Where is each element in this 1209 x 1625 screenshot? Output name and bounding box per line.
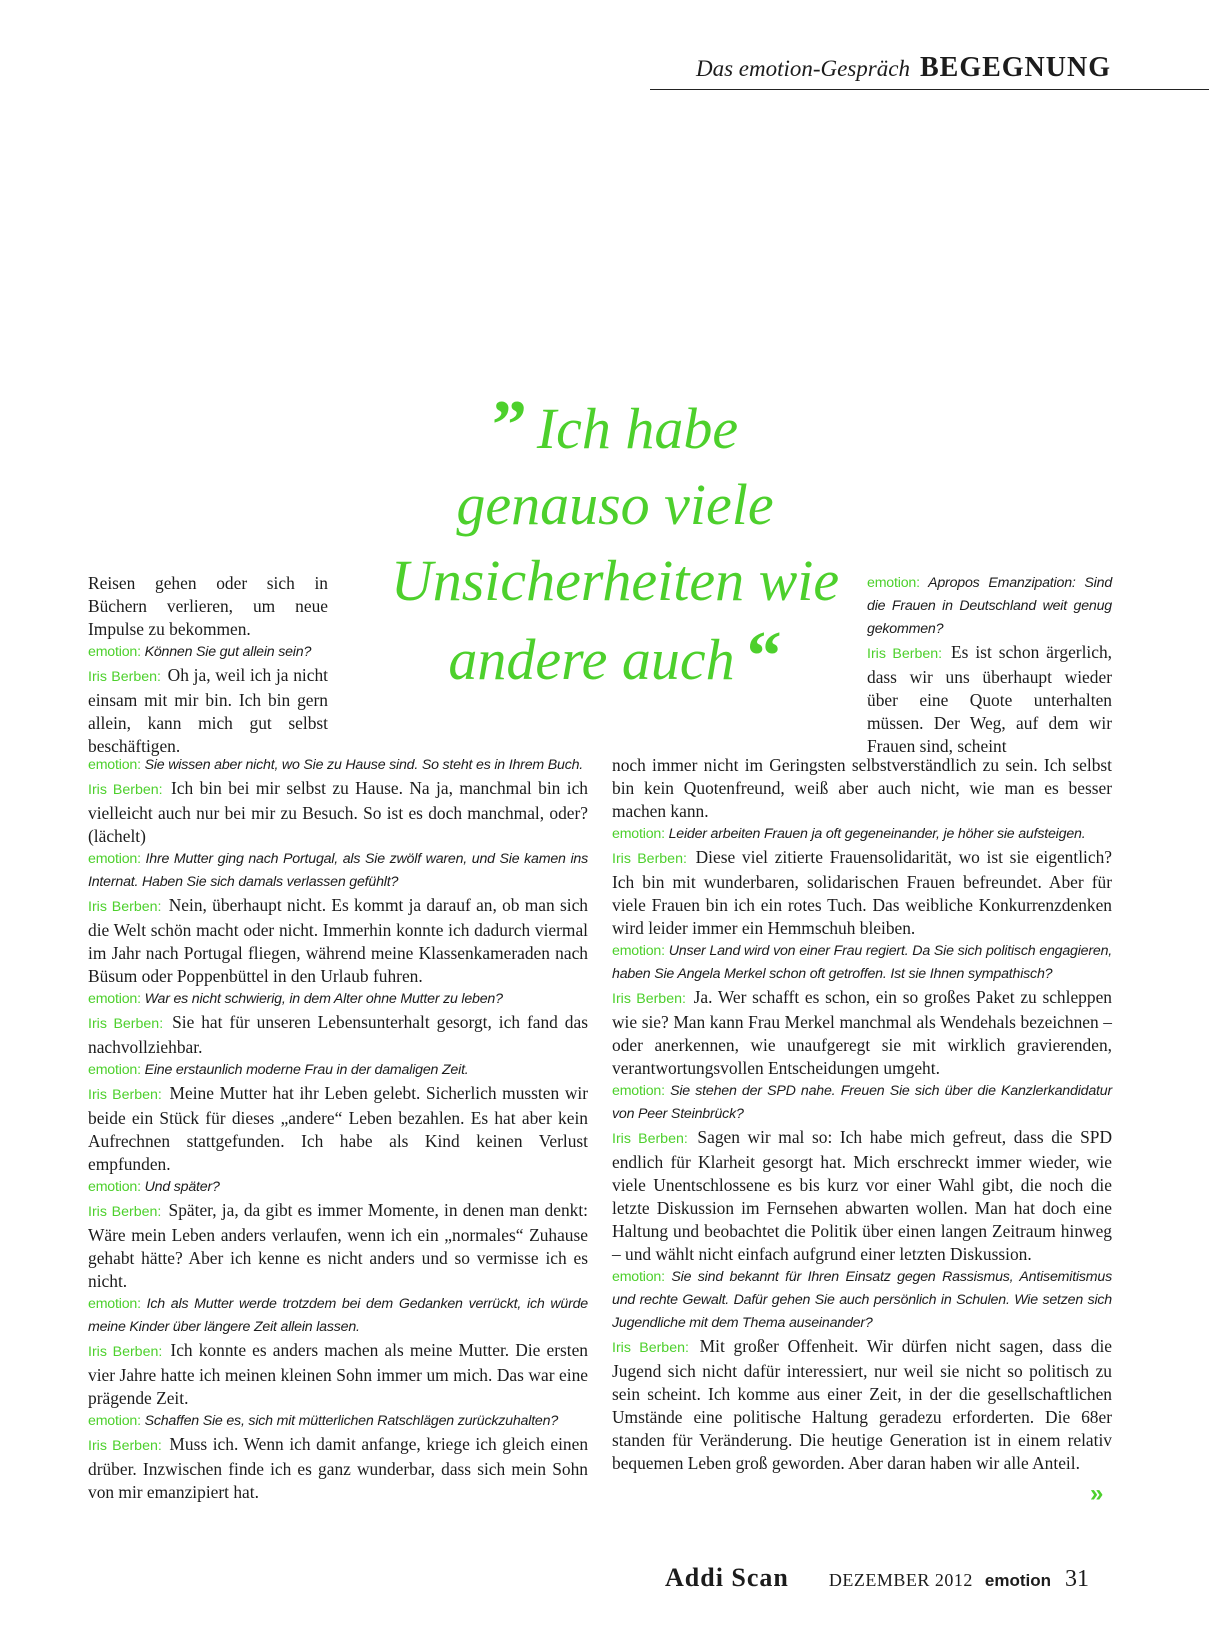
interview-answer <box>612 986 1112 1080</box>
speaker-label: emotion: <box>88 851 141 867</box>
interview-question <box>88 988 588 1011</box>
pull-quote-line: genauso viele <box>456 472 774 537</box>
opening-quote-mark: ” <box>491 387 527 464</box>
speaker-label: emotion: <box>867 575 920 591</box>
question-text: War es nicht schwierig, in dem Alter ohne Mutter zu leben? <box>144 991 503 1007</box>
scan-credit: Addi Scan <box>665 1563 789 1592</box>
interview-answer <box>612 846 1112 940</box>
question-text: Unser Land wird von einer Frau regiert. Da Sie sich politisch engagieren, haben Sie Angela Merkel schon oft getroffen. Ist sie Ihnen sympathisch? <box>612 943 1113 982</box>
speaker-label: Iris Berben: <box>612 1131 688 1147</box>
question-text: Und später? <box>144 1179 220 1195</box>
interview-question <box>88 1293 588 1339</box>
answer-text: Mit großer Offenheit. Wir dürfen nicht sagen, dass die Jugend sich nicht dafür interessiert, nur weil sie nicht so politisch zu sein scheint. Ich komme aus einer Zeit, in der die gesellschaftlichen Umstände eine politische Haltung geradezu erforderten. Die 68er standen für Veränderung. Die heutige Generation ist in einem relativ bequemen Leben groß geworden. Aber daran haben wir alle Anteil. <box>612 1336 1112 1473</box>
answer-text: Oh ja, weil ich ja nicht einsam mit mir bin. Ich bin gern allein, kann mich gut selbst beschäftigen. <box>88 665 328 756</box>
pull-quote-line: ” Ich habe <box>491 387 739 464</box>
interview-question <box>867 572 1112 641</box>
right-column <box>612 754 1112 1475</box>
magazine-name: emotion <box>984 1571 1051 1590</box>
question-text: Ich als Mutter werde trotzdem bei dem Gedanken verrückt, ich würde meine Kinder über längere Zeit allein lassen. <box>88 1296 588 1335</box>
speaker-label: Iris Berben: <box>867 646 943 662</box>
speaker-label: emotion: <box>88 1296 141 1312</box>
speaker-label: emotion: <box>88 1413 141 1429</box>
interview-answer <box>88 894 588 988</box>
answer-text: Ja. Wer schafft es schon, ein so großes Paket zu schleppen wie sie? Man kann Frau Merkel manchmal als Wendehals bezeichnen – oder anerkennen, wie unaufgeregt sie mit wirklich gravierenden, verantwortungsvollen Entscheidungen umgeht. <box>612 987 1112 1078</box>
left-column <box>88 754 588 1504</box>
interview-question <box>612 1080 1112 1126</box>
speaker-label: emotion: <box>612 943 665 959</box>
question-text: Sie wissen aber nicht, wo Sie zu Hause sind. So steht es in Ihrem Buch. <box>144 757 584 773</box>
speaker-label: emotion: <box>88 1062 141 1078</box>
interview-answer <box>612 1335 1112 1475</box>
answer-text: Meine Mutter hat ihr Leben gelebt. Sicherlich mussten wir beide ein Stück für dieses „andere“ Leben bezahlen. Es hat aber kein Aufrechnen stattgefunden. Ich habe als Kind keinen Verlust empfunden. <box>88 1083 589 1174</box>
header-rule <box>650 89 1209 90</box>
interview-question <box>88 754 588 777</box>
question-text: Eine erstaunlich moderne Frau in der damaligen Zeit. <box>144 1062 469 1078</box>
interview-answer <box>88 664 328 758</box>
speaker-label: Iris Berben: <box>88 1204 162 1220</box>
answer-text: Später, ja, da gibt es immer Momente, in denen man denkt: Wäre mein Leben anders verlaufen, wenn ich ein „normales“ Zuhause gehabt hätte? Aber ich kenne es nicht anders und so vermisse ich es nicht. <box>88 1200 588 1291</box>
interview-answer <box>88 1339 588 1410</box>
interview-question <box>88 1059 588 1082</box>
answer-text: Diese viel zitierte Frauensolidarität, wo ist sie eigentlich? Ich bin mit wunderbaren, solidarischen Frauen befreundet. Aber für viele Frauen bin ich ein rotes Tuch. Das weibliche Konkurrenzdenken wird leider immer ein Hemmschuh bleiben. <box>612 847 1112 938</box>
speaker-label: Iris Berben: <box>88 899 162 915</box>
question-text: Apropos Emanzipation: Sind die Frauen in Deutschland weit genug gekommen? <box>867 575 1113 637</box>
speaker-label: emotion: <box>88 1179 141 1195</box>
question-text: Sie stehen der SPD nahe. Freuen Sie sich über die Kanzlerkandidatur von Peer Steinbrück? <box>612 1083 1112 1122</box>
speaker-label: emotion: <box>612 826 665 842</box>
continue-arrow-icon: » <box>1090 1480 1104 1507</box>
running-head-prefix: Das emotion-Gespräch <box>695 56 910 81</box>
interview-answer <box>88 1433 588 1504</box>
interview-question <box>612 1266 1112 1335</box>
interview-answer <box>88 1082 588 1176</box>
speaker-label: emotion: <box>88 991 141 1007</box>
question-text: Können Sie gut allein sein? <box>144 644 312 660</box>
running-head-section: BEGEGNUNG <box>919 52 1111 83</box>
body-paragraph: Reisen gehen oder sich in Büchern verlieren, um neue Impulse zu bekommen. <box>88 573 328 639</box>
closing-quote-mark: “ <box>746 618 782 695</box>
speaker-label: Iris Berben: <box>88 1438 162 1454</box>
speaker-label: Iris Berben: <box>612 851 687 867</box>
page-number: 31 <box>1065 1566 1089 1592</box>
issue-date: DEZEMBER 2012 <box>828 1570 973 1590</box>
answer-text: Muss ich. Wenn ich damit anfange, kriege ich gleich einen drüber. Inzwischen finde ich es ganz wunderbar, dass sich mein Sohn von mir emanzipiert hat. <box>88 1434 589 1502</box>
answer-text: Ich konnte es anders machen als meine Mutter. Die ersten vier Jahre hatte ich meinen kleinen Sohn immer um mich. Das war eine prägende Zeit. <box>88 1340 588 1408</box>
question-text: Sie sind bekannt für Ihren Einsatz gegen Rassismus, Antisemitismus und rechte Gewalt. Dafür gehen Sie auch persönlich in Schulen. Wie setzen sich Jugendliche mit dem Thema auseinander? <box>612 1269 1112 1331</box>
interview-question <box>88 1410 588 1433</box>
answer-text: Ich bin bei mir selbst zu Hause. Na ja, manchmal bin ich vielleicht auch nur bei mir zu Besuch. So ist es doch manchmal, oder? (lächelt) <box>88 778 588 846</box>
interview-question <box>88 641 328 664</box>
answer-text: Sagen wir mal so: Ich habe mich gefreut, dass die SPD endlich für Klarheit gesorgt hat. Mich erschreckt immer wieder, wie viele Unentschlossene es bis kurz vor einer Wahl gibt, die noch die letzte Diskussion im Fernsehen abwarten wollen. Man hat doch eine Haltung und beobachtet die Politik über einen langen Zeitraum hinweg – und wählt nicht einfach aufgrund einer letzten Diskussion. <box>612 1127 1112 1264</box>
speaker-label: Iris Berben: <box>88 782 163 798</box>
speaker-label: Iris Berben: <box>612 1340 689 1356</box>
answer-text: Sie hat für unseren Lebensunterhalt gesorgt, ich fand das nachvollziehbar. <box>88 1012 588 1057</box>
interview-question <box>88 1176 588 1199</box>
question-text: Leider arbeiten Frauen ja oft gegeneinander, je höher sie aufsteigen. <box>668 826 1086 842</box>
pull-quote-line: andere auch “ <box>448 618 782 695</box>
interview-question <box>612 940 1112 986</box>
interview-question <box>88 848 588 894</box>
speaker-label: Iris Berben: <box>88 1016 164 1032</box>
interview-answer <box>88 1011 588 1059</box>
running-head <box>696 52 1111 84</box>
interview-answer <box>867 641 1112 758</box>
left-column-top <box>88 572 328 758</box>
speaker-label: Iris Berben: <box>88 1344 163 1360</box>
interview-answer <box>612 1126 1112 1266</box>
speaker-label: emotion: <box>88 757 141 773</box>
pull-quote-line: Unsicherheiten wie <box>390 548 840 613</box>
speaker-label: emotion: <box>612 1083 665 1099</box>
question-text: Schaffen Sie es, sich mit mütterlichen Ratschlägen zurückzuhalten? <box>144 1413 559 1429</box>
body-paragraph: noch immer nicht im Geringsten selbstverständlich zu sein. Ich selbst bin kein Quotenfreund, weiß aber auch nicht, wie man es besser machen kann. <box>612 755 1112 821</box>
speaker-label: Iris Berben: <box>88 1087 162 1103</box>
interview-answer <box>88 777 588 848</box>
answer-text: Es ist schon ärgerlich, dass wir uns überhaupt wieder über eine Quote unterhalten müssen. Der Weg, auf dem wir Frauen sind, scheint <box>867 642 1113 756</box>
pull-quote <box>355 388 875 698</box>
interview-question <box>612 823 1112 846</box>
right-column-top <box>867 572 1112 758</box>
page-footer <box>665 1563 1089 1593</box>
speaker-label: Iris Berben: <box>612 991 686 1007</box>
question-text: Ihre Mutter ging nach Portugal, als Sie zwölf waren, und Sie kamen ins Internat. Haben Sie sich damals verlassen gefühlt? <box>88 851 588 890</box>
speaker-label: Iris Berben: <box>88 669 161 685</box>
speaker-label: emotion: <box>88 644 141 660</box>
speaker-label: emotion: <box>612 1269 665 1285</box>
interview-answer <box>88 1199 588 1293</box>
answer-text: Nein, überhaupt nicht. Es kommt ja darauf an, ob man sich die Welt schön macht oder nicht. Immerhin konnte ich dadurch viermal im Jahr nach Portugal fliegen, während meine Klassenkameraden nach Büsum oder Poppenbüttel in den Urlaub fuhren. <box>88 895 588 986</box>
